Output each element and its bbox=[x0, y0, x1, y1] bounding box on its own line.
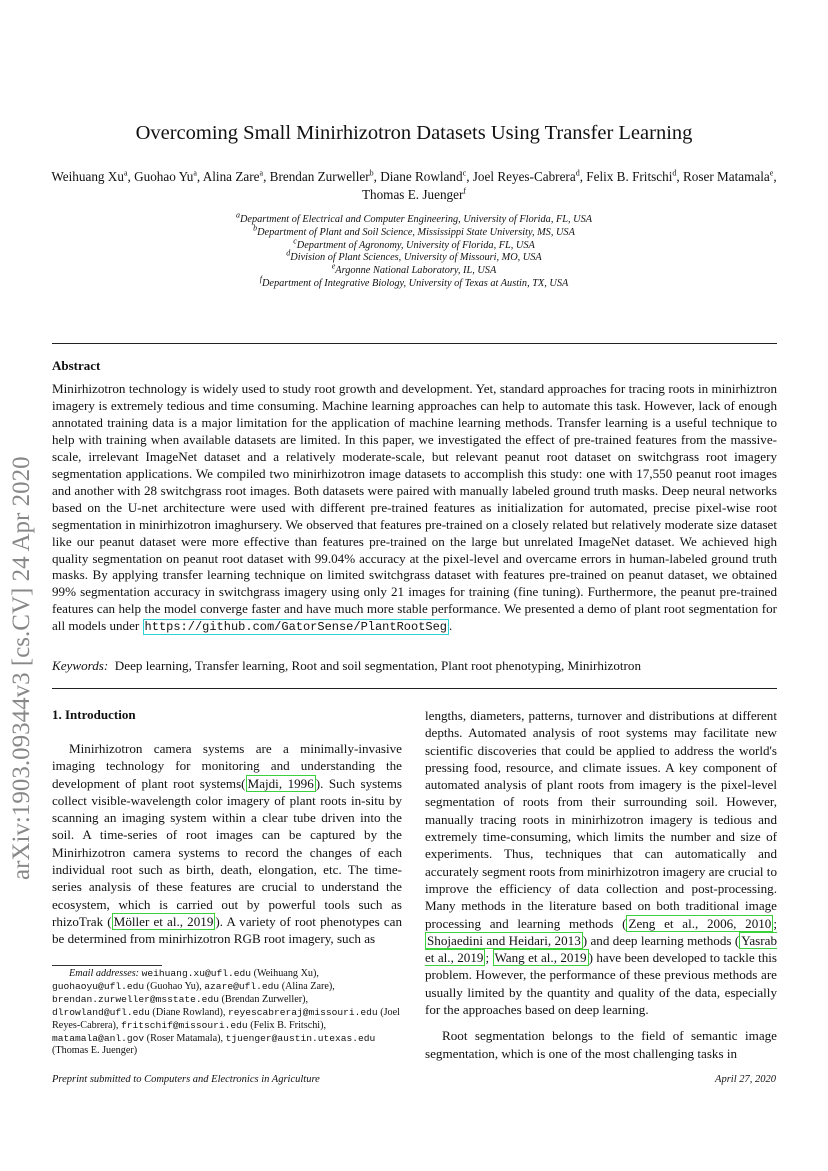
abstract-body: Minirhizotron technology is widely used to study root growth and development. Yet, standard approaches for tracing roots in minirhiztron imagery is extremely tedious and time consuming. Machine learning approaches can help to automate this task. However, lack of enough annotated training data is a major limitation for the application of machine learning methods. Transfer learning is a useful technique to help with training when available datasets are limited. In this paper, we investigated the effect of pre-trained features from the massive-scale, irrelevant ImageNet dataset and a relatively moderate-scale, but relevant peanut root dataset on switchgrass root imagery segmentation applications. We compiled two minirhizotron image datasets to accomplish this study: one with 17,550 peanut root images and another with 28 switchgrass root images. Both datasets were paired with manually labeled ground truth masks. Deep neural networks based on the U-net architecture were used with different pre-trained features as initialization for automated, precise pixel-wise root segmentation in minirhizotron imaghursery. We observed that features pre-trained on a closely related but relatively moderate size dataset like our peanut dataset were more effective than features pre-trained on the large but unrelated ImageNet dataset. We achieved high quality segmentation on peanut root dataset with 99.04% accuracy at the pixel-level and overcame errors in human-labeled ground truth masks. By applying transfer learning technique on limited switchgrass dataset with features pre-trained on peanut dataset, we obtained 99% segmentation accuracy in switchgrass imagery using only 21 images for training (fine tuning). Furthermore, the peanut pre-trained features can help the model converge faster and have much more stable performance. We presented a demo of plant root segmentation for all models under https://github.com/GatorSense/PlantRootSeg . bbox=[52, 381, 777, 635]
citation-link[interactable]: Majdi, 1996 bbox=[247, 775, 314, 791]
affiliation-item: $^e$Argonne National Laboratory, IL, USA bbox=[331, 261, 497, 277]
affiliation-item: $^d$Division of Plant Sciences, University of Missouri, MO, USA bbox=[286, 248, 542, 264]
citation-link[interactable]: Wang et al., 2019 bbox=[494, 950, 587, 966]
keywords-label: Keywords: bbox=[52, 658, 109, 673]
email-footnote: Email addresses: weihuang.xu@ufl.edu (Weihuang Xu), guohaoyu@ufl.edu (Guohao Yu), azare@ufl.edu (Alina Zare), brendan.zurweller@msstate.edu (Brendan Zurweller), dlrowland@ufl.edu (Diane Rowland), reyescabreraj@missouri.edu (Joel Reyes-Cabrera), fritschif@missouri.edu (Felix B. Fritschi), matamala@anl.gov (Roser Matamala), tjuenger@austin.utexas.edu (Thomas E. Juenger) bbox=[52, 968, 401, 1057]
section-heading-introduction: 1. Introduction bbox=[52, 707, 136, 722]
footnote-rule bbox=[52, 965, 162, 966]
keywords-line bbox=[52, 658, 777, 674]
affiliation-list bbox=[100, 210, 728, 291]
affiliation-item: $^f$Department of Integrative Biology, University of Texas at Austin, TX, USA bbox=[259, 274, 569, 289]
citation-link[interactable]: Shojaedini and Heidari, 2013 bbox=[427, 932, 581, 948]
arxiv-sidebar-stamp: arXiv:1903.09344v3 [cs.CV] 24 Apr 2020 bbox=[8, 456, 35, 880]
abstract-top-rule bbox=[52, 343, 777, 344]
author-list: Weihuang Xu$^a$, Guohao Yu$^a$, Alina Zare$^a$, Brendan Zurweller$^b$, Diane Rowland$^c$, Joel Reyes-Cabrera$^d$, Felix B. Fritschi$^d$, Roser Matamala$^e$, Thomas E. Juenger$^f$ bbox=[51, 168, 777, 202]
footer-venue: Preprint submitted to Computers and Electronics in Agriculture bbox=[52, 1074, 320, 1085]
intro-paragraph-1: Minirhizotron camera systems are a minimally-invasive imaging technology for monitoring and understanding the development of plant root systems( Majdi, 1996 ). Such systems collect visible-wavelength color imagery of plant roots in-situ by scanning an imaging system within a clear tube driven into the soil. A time-series of root images can be captured by the Minirhizotron camera systems to record the changes of each individual root such as birth, death, elongation, etc. The time-series analysis of these features are crucial to understand the ecosystem, which is carried out by powerful tools such as rhizoTrak ( Möller et al., 2019 ). A variety of root phenotypes can be determined from minirhizotron RGB root imagery, such as bbox=[52, 741, 403, 947]
citation-link[interactable]: Möller et al., 2019 bbox=[113, 913, 214, 929]
paper-title: Overcoming Small Minirhizotron Datasets Using Transfer Learning bbox=[135, 122, 693, 144]
footer-date: April 27, 2020 bbox=[715, 1074, 776, 1085]
affiliation-item: $^a$Department of Electrical and Computer Engineering, University of Florida, FL, USA bbox=[235, 210, 593, 225]
intro-paragraph-3: Root segmentation belongs to the field of semantic image segmentation, which is one of the most challenging tasks in bbox=[425, 1028, 777, 1061]
abstract-heading: Abstract bbox=[52, 358, 101, 373]
intro-right-column bbox=[425, 707, 777, 1062]
citation-link[interactable]: Zeng et al., 2006, 2010 bbox=[628, 915, 772, 931]
affiliation-item: $^b$Department of Plant and Soil Science, Mississippi State University, MS, USA bbox=[253, 223, 575, 238]
keywords-text: Deep learning, Transfer learning, Root and soil segmentation, Plant root phenotyping, Minirhizotron bbox=[114, 658, 642, 673]
github-link[interactable]: https://github.com/GatorSense/PlantRootSeg bbox=[144, 620, 447, 635]
affiliation-item: $^c$Department of Agronomy, University of Florida, FL, USA bbox=[293, 236, 535, 251]
intro-paragraph-2: lengths, diameters, patterns, turnover and distributions at different depths. Automated analysis of root systems may facilitate new scientific discoveries that could be applied to address the world's pressing food, resource, and climate issues. A key component of automated analysis of plant roots from imagery is the pixel-level segmentation of roots from their surrounding soil. However, manually tracing roots in minirhizotron imagery is tedious and extremely time-consuming, which limits the number and size of experiments. Thus, techniques that can automatically and accurately segment roots from minirhizotron imagery are crucial to improve the efficiency of data collection and post-processing. Many methods in the literature based on both traditional image processing and learning methods ( Zeng et al., 2006, 2010 ; Shojaedini and Heidari, 2013 ) and deep learning methods ( Yasrab et al., 2019 ; Wang et al., 2019 ) have been developed to tackle this problem. However, the performance of these previous methods are usually limited by the quantity and quality of the data, especially for the approaches based on deep learning. bbox=[425, 708, 777, 1018]
abstract-bottom-rule bbox=[52, 688, 777, 689]
citation-link[interactable]: Yasrab et al., 2019 bbox=[425, 932, 777, 966]
